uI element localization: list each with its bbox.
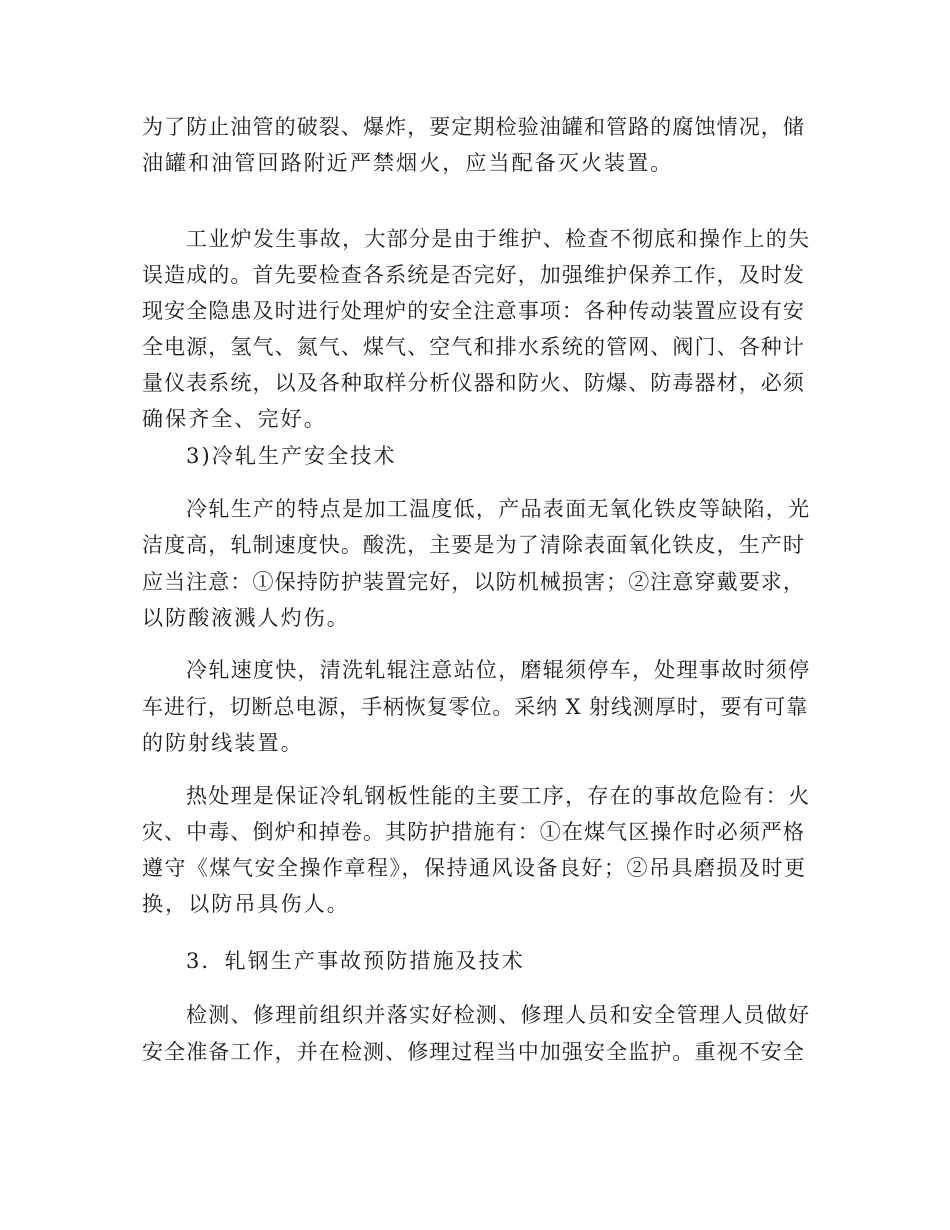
paragraph-5-line-4: 换，以防吊具伤人。 [142,892,350,916]
paragraph-2-line-4: 全电源，氢气、氮气、煤气、空气和排水系统的管网、阀门、各种计 [142,335,805,359]
paragraph-6-line-1: 检测、修理前组织并落实好检测、修理人员和安全管理人员做好 [186,1003,811,1027]
paragraph-3-line-3: 应当注意：①保持防护装置完好，以防机械损害；②注意穿戴要求， [142,570,805,594]
paragraph-1-line-1: 为了防止油管的破裂、爆炸，要定期检验油罐和管路的腐蚀情况，储 [142,115,805,139]
section-heading-accident-prevention: 3．轧钢生产事故预防措施及技术 [186,949,525,973]
paragraph-2-line-5: 量仪表系统，以及各种取样分析仪器和防火、防爆、防毒器材，必须 [142,371,805,395]
paragraph-2-line-3: 现安全隐患及时进行处理炉的安全注意事项：各种传动装置应设有安 [142,299,805,323]
paragraph-4-line-3: 的防射线装置。 [142,731,304,755]
paragraph-2-line-2: 误造成的。首先要检查各系统是否完好，加强维护保养工作，及时发 [142,263,805,287]
paragraph-3-line-2: 洁度高，轧制速度快。酸洗，主要是为了清除表面氧化铁皮，生产时 [142,533,805,557]
paragraph-2-line-1: 工业炉发生事故，大部分是由于维护、检查不彻底和操作上的失 [186,227,811,251]
paragraph-2-line-6: 确保齐全、完好。 [142,407,327,431]
paragraph-5-line-2: 灾、中毒、倒炉和掉卷。其防护措施有：①在煤气区操作时必须严格 [142,820,805,844]
paragraph-4-line-1: 冷轧速度快，清洗轧辊注意站位，磨辊须停车，处理事故时须停 [186,658,811,682]
paragraph-3-line-1: 冷轧生产的特点是加工温度低，产品表面无氧化铁皮等缺陷，光 [186,497,811,521]
paragraph-1-line-2: 油罐和油管回路附近严禁烟火，应当配备灭火装置。 [142,151,674,175]
paragraph-3-line-4: 以防酸液溅人灼伤。 [142,606,350,630]
paragraph-4-line-2: 车进行，切断总电源，手柄恢复零位。采纳 X 射线测厚时，要有可靠 [142,695,809,719]
paragraph-6-line-2: 安全准备工作，并在检测、修理过程当中加强安全监护。重视不安全 [142,1040,805,1064]
paragraph-5-line-3: 遵守《煤气安全操作章程》，保持通风设备良好；②吊具磨损及时更 [142,856,807,880]
section-heading-cold-rolling: 3)冷轧生产安全技术 [186,444,397,468]
paragraph-5-line-1: 热处理是保证冷轧钢板性能的主要工序，存在的事故危险有：火 [186,784,811,808]
